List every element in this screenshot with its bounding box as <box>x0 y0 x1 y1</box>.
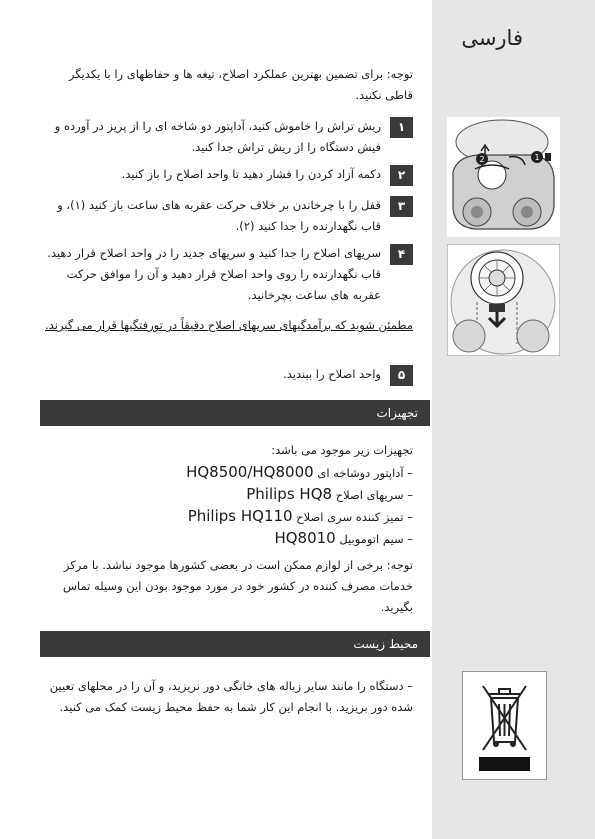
environment-heading: محیط زیست <box>40 631 430 657</box>
callout-1: 1 <box>534 153 540 162</box>
list-item <box>40 506 413 528</box>
step-1 <box>40 116 413 160</box>
step-text: قفل را با چرخاندن بر خلاف حرکت عقربه های ساعت باز کنید (١)، و قاب نگهدارنده را جدا کنید (٢). <box>57 198 381 233</box>
item-text: آداپتور دوشاخه ای <box>317 466 404 480</box>
step-number: ٢ <box>390 165 413 186</box>
shaving-unit-figure <box>447 117 560 237</box>
step-text: واحد اصلاح را ببندید. <box>283 367 381 381</box>
step-3 <box>40 195 413 239</box>
item-text: سریهای اصلاح <box>335 488 404 502</box>
intro-note: توجه: برای تضمین بهترین عملکرد اصلاح، تیغه ها و حفاظهای را با یکدیگر قاطی نکنید. <box>68 67 413 102</box>
step-text: سریهای اصلاح را جدا کنید و سریهای جدید را در واحد اصلاح قرار دهید. قاب نگهدارنده را روی واحد اصلاح قرار دهید و آن را موافق حرکت عقربه های ساعت بچرخانید. <box>47 246 381 302</box>
list-item <box>40 462 413 484</box>
list-dash: – <box>407 466 413 480</box>
accessories-note: توجه: برخی از لوازم ممکن است در بعضی کشورها موجود نباشد. با مرکز خدمات مصرف کننده در کشور خود در مورد موجود بودن این وسیله تماس بگیرید. <box>62 558 413 614</box>
list-item <box>40 528 413 550</box>
step-number: ٣ <box>390 196 413 217</box>
step-5 <box>40 364 413 386</box>
accessories-heading: تجهیزات <box>40 400 430 426</box>
warning-note: مطمئن شوید که برآمدگیهای سریهای اصلاح دقیقاً در تورفتگیها قرار می گیرند. <box>45 318 413 332</box>
list-dash: – <box>407 679 413 693</box>
item-text: سیم اتوموبیل <box>339 532 404 546</box>
list-dash: – <box>407 532 413 546</box>
language-title: فارسی <box>461 26 523 50</box>
list-dash: – <box>407 488 413 502</box>
item-text: دستگاه را مانند سایر زباله های خانگی دور نریزید، و آن را در محلهای تعیین شده دور بریزید. با انجام این کار شما به حفظ محیط زیست کمک می کنید. <box>49 679 413 714</box>
accessories-intro: تجهیزات زیر موجود می باشد: <box>271 443 413 457</box>
step-text: ریش تراش را خاموش کنید، آداپتور دو شاخه ای را از پریز در آورده و فیش دستگاه را از ریش تراش جدا کنید. <box>54 119 381 154</box>
step-text: دکمه آزاد کردن را فشار دهید تا واحد اصلاح را باز کنید. <box>121 167 381 181</box>
step-number: ۵ <box>390 365 413 386</box>
shaving-head-figure <box>447 244 560 356</box>
weee-bin-icon <box>462 671 547 780</box>
step-number: ۴ <box>390 244 413 265</box>
item-model: Philips HQ110 <box>187 507 293 525</box>
item-model: HQ8010 <box>274 529 336 547</box>
item-model: HQ8500/HQ8000 <box>186 463 314 481</box>
item-model: Philips HQ8 <box>246 485 333 503</box>
item-text: تمیز کننده سری اصلاح <box>296 510 404 524</box>
environment-item <box>40 676 413 718</box>
step-number: ١ <box>390 117 413 138</box>
list-dash: – <box>407 510 413 524</box>
step-4 <box>40 243 413 307</box>
step-2 <box>40 164 413 186</box>
list-item <box>40 484 413 506</box>
callout-2: 2 <box>479 155 485 164</box>
